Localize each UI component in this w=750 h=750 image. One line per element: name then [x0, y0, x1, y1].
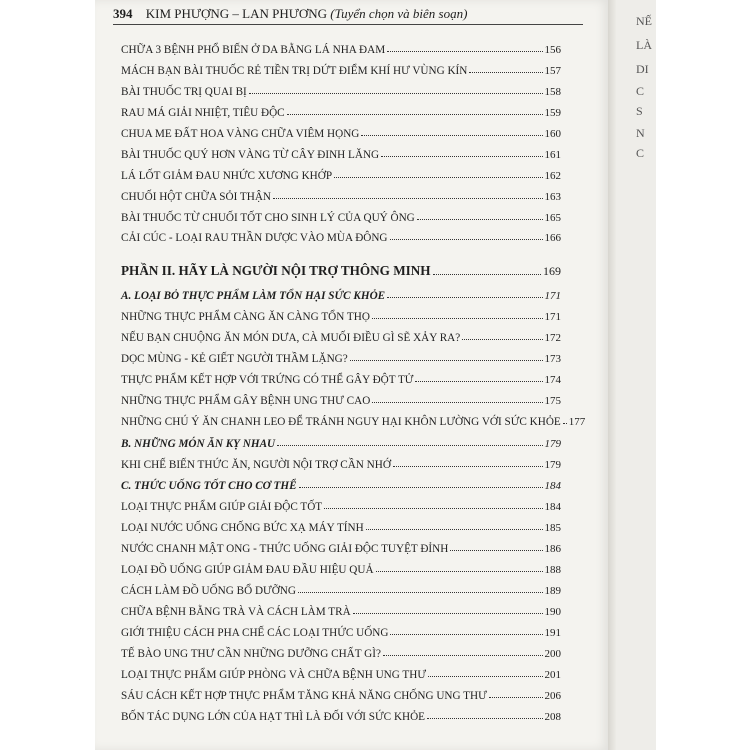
dot-leader — [390, 239, 543, 240]
toc-section-heading — [121, 282, 561, 302]
toc-entry — [121, 703, 561, 723]
toc-entry-title: C. THỨC UỐNG TỐT CHO CƠ THỂ — [121, 480, 297, 492]
toc-entry — [121, 303, 561, 323]
toc-entry — [121, 661, 561, 681]
toc-entry-page: 206 — [544, 690, 561, 702]
dot-leader — [489, 697, 543, 698]
toc-entry-page: 184 — [544, 480, 561, 492]
dot-leader — [417, 219, 543, 220]
toc-section-heading — [121, 430, 561, 450]
facing-page-fragment: N — [636, 126, 645, 140]
toc-entry-page: 188 — [544, 564, 561, 576]
toc-entry-title: LOẠI ĐỒ UỐNG GIÚP GIẢM ĐAU ĐẦU HIỆU QUẢ — [121, 564, 374, 576]
running-header — [113, 6, 467, 22]
toc-entry — [121, 619, 561, 639]
toc-entry — [121, 224, 561, 244]
toc-entry — [121, 387, 561, 407]
toc-entry-title: TẾ BÀO UNG THƯ CẦN NHỮNG DƯỠNG CHẤT GÌ? — [121, 648, 381, 660]
page-number: 394 — [113, 6, 133, 21]
header-authors: KIM PHƯỢNG – LAN PHƯƠNG — [145, 6, 327, 21]
toc-entry-page: 189 — [544, 585, 561, 597]
toc-entry-page: 185 — [544, 522, 561, 534]
toc-entry-title: LÁ LỐT GIẢM ĐAU NHỨC XƯƠNG KHỚP — [121, 170, 333, 182]
toc-entry-page: 165 — [544, 212, 561, 224]
toc-entry — [121, 366, 561, 386]
toc-entry — [121, 324, 561, 344]
toc-entry-page: 159 — [544, 107, 561, 119]
dot-leader — [298, 592, 543, 593]
facing-page-edge — [616, 0, 656, 750]
dot-leader — [387, 51, 542, 52]
toc-entry-page: 179 — [544, 438, 561, 450]
toc-entry-title: A. LOẠI BỎ THỰC PHẨM LÀM TỔN HẠI SỨC KHỎE — [121, 290, 386, 302]
dot-leader — [372, 402, 542, 403]
facing-page-fragment: LÀ — [636, 38, 652, 52]
toc-part-heading — [121, 259, 561, 279]
toc-entry — [121, 99, 561, 119]
dot-leader — [277, 445, 542, 446]
book-page — [95, 0, 610, 750]
toc-entry — [121, 120, 561, 140]
toc-entry-page: 171 — [544, 311, 561, 323]
toc-entry — [121, 345, 561, 365]
toc-entry-title: LOẠI NƯỚC UỐNG CHỐNG BỨC XẠ MÁY TÍNH — [121, 522, 364, 534]
toc-entry — [121, 141, 561, 161]
facing-page-fragment: S — [636, 104, 643, 118]
toc-entry — [121, 577, 561, 597]
toc-entry — [121, 682, 561, 702]
toc-entry — [121, 36, 561, 56]
toc-entry-page: 190 — [544, 606, 561, 618]
toc-entry-title: CHỮA 3 BỆNH PHỔ BIẾN Ở DA BẰNG LÁ NHA ĐAM — [121, 44, 386, 56]
dot-leader — [427, 718, 542, 719]
toc-entry — [121, 78, 561, 98]
facing-page-fragment: NẾ — [636, 14, 652, 28]
toc-entry-title: NẾU BẠN CHUỘNG ĂN MÓN DƯA, CÀ MUỐI ĐIỀU GÌ SẼ XẢY RA? — [121, 332, 461, 344]
toc-entry — [121, 204, 561, 224]
dot-leader — [334, 177, 542, 178]
dot-leader — [299, 487, 543, 488]
toc-entry-title: CHỮA BỆNH BẰNG TRÀ VÀ CÁCH LÀM TRÀ — [121, 606, 351, 618]
toc-entry-title: B. NHỮNG MÓN ĂN KỴ NHAU — [121, 438, 276, 450]
toc-entry-page: 184 — [544, 501, 561, 513]
toc-entry — [121, 162, 561, 182]
dot-leader — [324, 508, 542, 509]
toc-entry-title: DỌC MÙNG - KẺ GIẾT NGƯỜI THẦM LẶNG? — [121, 353, 348, 365]
toc-entry-title: RAU MÁ GIẢI NHIỆT, TIÊU ĐỘC — [121, 107, 285, 119]
toc-entry-title: BÀI THUỐC QUÝ HƠN VÀNG TỪ CÂY ĐINH LĂNG — [121, 149, 380, 161]
toc-entry — [121, 57, 561, 77]
toc-entry-title: THỰC PHẨM KẾT HỢP VỚI TRỨNG CÓ THỂ GÂY ĐỘT TỬ — [121, 374, 414, 386]
toc-entry-title: CẢI CÚC - LOẠI RAU THẦN DƯỢC VÀO MÙA ĐÔNG — [121, 232, 388, 244]
toc-entry-title: MÁCH BẠN BÀI THUỐC RẺ TIỀN TRỊ DỨT ĐIỂM KHÍ HƯ VÙNG KÍN — [121, 65, 468, 77]
header-rule — [113, 24, 583, 25]
toc-entry — [121, 535, 561, 555]
toc-entry-title: LOẠI THỰC PHẨM GIÚP GIẢI ĐỘC TỐT — [121, 501, 323, 513]
toc-entry-title: NHỮNG THỰC PHẨM GÂY BỆNH UNG THƯ CAO — [121, 395, 371, 407]
toc-entry-page: 157 — [544, 65, 561, 77]
toc-entry — [121, 598, 561, 618]
toc-entry-page: 179 — [544, 459, 561, 471]
toc-entry-title: SÁU CÁCH KẾT HỢP THỰC PHẨM TĂNG KHẢ NĂNG CHỐNG UNG THƯ — [121, 690, 487, 702]
toc-entry-page: 166 — [544, 232, 561, 244]
toc-entry-title: NHỮNG THỰC PHẨM CÀNG ĂN CÀNG TỔN THỌ — [121, 311, 370, 323]
dot-leader — [376, 571, 543, 572]
toc-entry-title: LOẠI THỰC PHẨM GIÚP PHÒNG VÀ CHỮA BỆNH UNG THƯ — [121, 669, 427, 681]
toc-entry-title: BÀI THUỐC TRỊ QUAI BỊ — [121, 86, 247, 98]
toc-entry — [121, 556, 561, 576]
dot-leader — [383, 655, 543, 656]
facing-page-fragment: DI — [636, 62, 649, 76]
facing-page-fragment: C — [636, 146, 645, 160]
toc-entry-page: 174 — [544, 374, 561, 386]
toc-entry — [121, 408, 586, 428]
toc-entry — [121, 640, 561, 660]
toc-entry-page: 162 — [544, 170, 561, 182]
toc-entry-page: 156 — [544, 44, 561, 56]
toc-entry-page: 177 — [568, 416, 586, 428]
dot-leader — [249, 93, 543, 94]
toc-entry — [121, 514, 561, 534]
dot-leader — [381, 156, 542, 157]
toc-entry-title: GIỚI THIỆU CÁCH PHA CHẾ CÁC LOẠI THỨC UỐNG — [121, 627, 389, 639]
dot-leader — [393, 466, 543, 467]
book-gutter — [608, 0, 616, 750]
toc-entry-page: 191 — [544, 627, 561, 639]
toc-entry-page: 161 — [544, 149, 561, 161]
toc-entry-page: 160 — [544, 128, 561, 140]
toc-entry-title: CHUA ME ĐẤT HOA VÀNG CHỮA VIÊM HỌNG — [121, 128, 360, 140]
dot-leader — [428, 676, 542, 677]
toc-entry-page: 158 — [544, 86, 561, 98]
toc-entry-page: 186 — [544, 543, 561, 555]
dot-leader — [366, 529, 543, 530]
dot-leader — [361, 135, 542, 136]
toc-entry-page: 171 — [544, 290, 561, 302]
toc-entry-page: 208 — [544, 711, 561, 723]
dot-leader — [387, 297, 542, 298]
toc-entry-page: 163 — [544, 191, 561, 203]
toc-entry-title: NƯỚC CHANH MẬT ONG - THỨC UỐNG GIẢI ĐỘC TUYỆT ĐỈNH — [121, 543, 449, 555]
dot-leader — [390, 634, 542, 635]
dot-leader — [415, 381, 542, 382]
dot-leader — [372, 318, 543, 319]
header-subtitle: (Tuyển chọn và biên soạn) — [330, 6, 468, 21]
dot-leader — [287, 114, 543, 115]
toc-entry-title: KHI CHẾ BIẾN THỨC ĂN, NGƯỜI NỘI TRỢ CẦN NHỚ — [121, 459, 391, 471]
toc-entry-page: 172 — [544, 332, 561, 344]
toc-entry-title: NHỮNG CHÚ Ý ĂN CHANH LEO ĐỂ TRÁNH NGUY HẠI KHÔN LƯỜNG VỚI SỨC KHỎE — [121, 416, 561, 428]
dot-leader — [350, 360, 543, 361]
toc-entry-title: CHUỐI HỘT CHỮA SỎI THẬN — [121, 191, 271, 203]
toc-section-heading — [121, 472, 561, 492]
toc-entry-page: 175 — [544, 395, 561, 407]
toc-entry-title: BÀI THUỐC TỪ CHUỐI TỐT CHO SINH LÝ CỦA QUÝ ÔNG — [121, 212, 415, 224]
dot-leader — [433, 274, 541, 275]
toc-entry-page: 173 — [544, 353, 561, 365]
dot-leader — [462, 339, 542, 340]
dot-leader — [273, 198, 543, 199]
toc-entry-title: CÁCH LÀM ĐỒ UỐNG BỔ DƯỠNG — [121, 585, 296, 597]
dot-leader — [469, 72, 542, 73]
toc-entry — [121, 183, 561, 203]
toc-entry — [121, 451, 561, 471]
toc-entry-page: 200 — [544, 648, 561, 660]
toc-entry-page: 201 — [544, 669, 561, 681]
toc-entry — [121, 493, 561, 513]
toc-entry-page: 169 — [543, 264, 561, 278]
dot-leader — [450, 550, 542, 551]
toc-entry-title: PHẦN II. HÃY LÀ NGƯỜI NỘI TRỢ THÔNG MINH — [121, 263, 431, 278]
toc-entry-title: BỐN TÁC DỤNG LỚN CỦA HẠT THÌ LÀ ĐỐI VỚI SỨC KHỎE — [121, 711, 426, 723]
facing-page-fragment: C — [636, 84, 645, 98]
dot-leader — [353, 613, 543, 614]
